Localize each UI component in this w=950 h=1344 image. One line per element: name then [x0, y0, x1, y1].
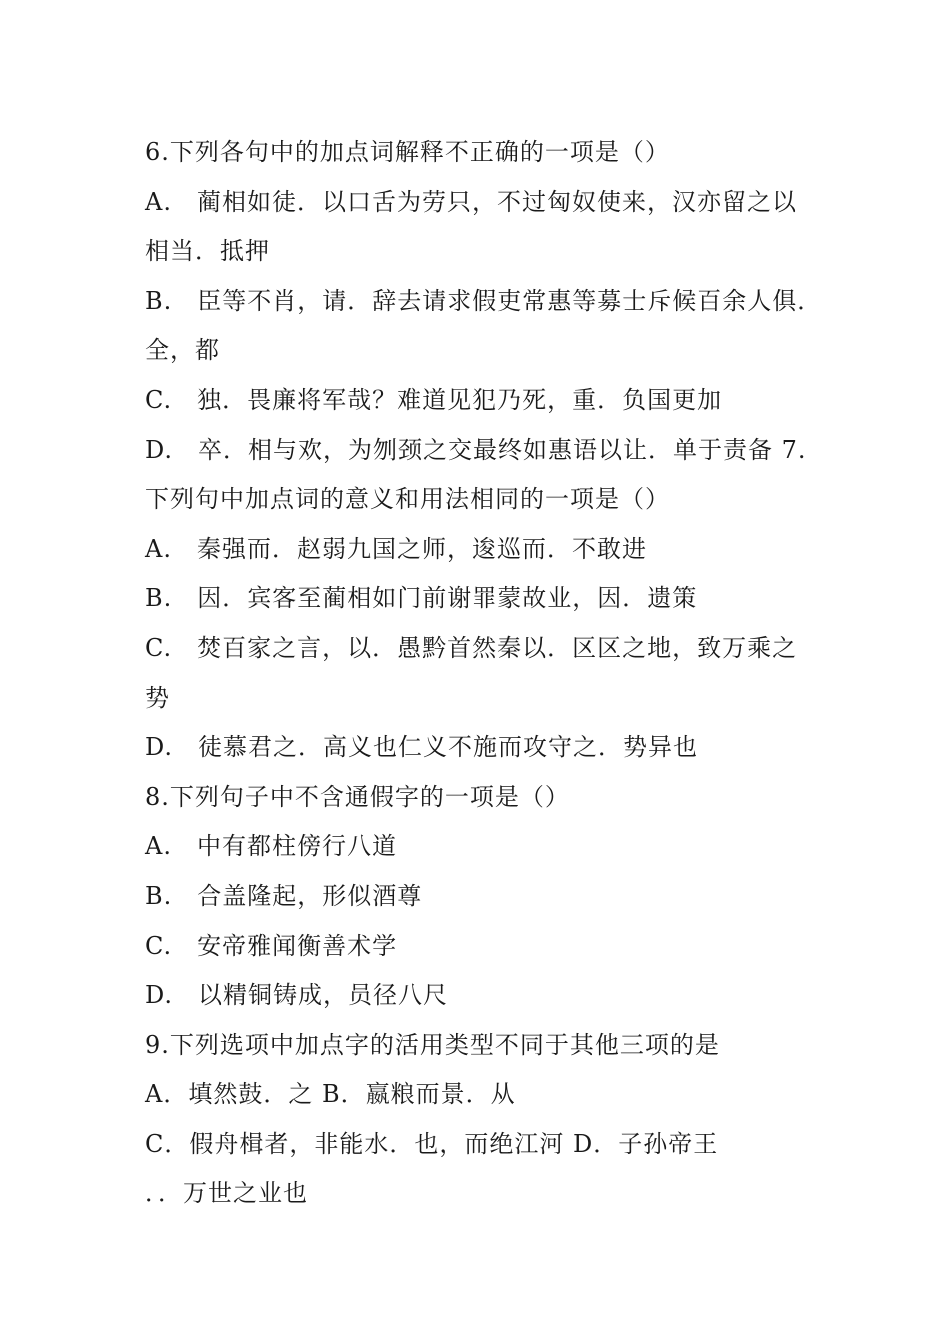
question-9-option-d-cont: ．．万世之业也 — [145, 1179, 308, 1208]
question-8-option-c: C. 安帝雅闻衡善术学 — [145, 931, 398, 960]
question-9-options-cd: C．假舟楫者，非能水．也，而绝江河 D．子孙帝王 — [145, 1129, 719, 1158]
question-8-option-b: B. 合盖隆起，形似酒尊 — [145, 881, 423, 910]
question-7-stem: 下列句中加点词的意义和用法相同的一项是（） — [145, 485, 670, 514]
question-6-option-c: C. 独．畏廉将军哉？难道见犯乃死，重．负国更加 — [145, 385, 723, 414]
question-8-stem: 8.下列句子中不含通假字的一项是（） — [145, 782, 570, 811]
question-6-option-b: B. 臣等不肖，请．辞去请求假吏常惠等募士斥候百余人俱． — [145, 286, 823, 315]
question-9-stem: 9.下列选项中加点字的活用类型不同于其他三项的是 — [145, 1030, 720, 1059]
question-6-option-b-cont: 全，都 — [145, 336, 220, 365]
question-8-option-d: D. 以精铜铸成，员径八尺 — [145, 981, 449, 1010]
question-6-option-d: D. 卒．相与欢，为刎颈之交最终如惠语以让．单于责备 7. — [145, 435, 807, 464]
question-7-option-c-cont: 势 — [145, 683, 170, 712]
question-7-option-a: A. 秦强而．赵弱九国之师，逡巡而．不敢进 — [145, 534, 647, 563]
question-7-option-c: C. 焚百家之言，以．愚黔首然秦以．区区之地，致万乘之 — [145, 633, 798, 662]
question-6-option-a: A. 蔺相如徒．以口舌为劳只，不过匈奴使来，汉亦留之以 — [145, 187, 797, 216]
question-7-option-d: D. 徒慕君之．高义也仁义不施而攻守之．势异也 — [145, 733, 699, 762]
question-7-option-b: B. 因．宾客至蔺相如门前谢罪蒙故业，因．遗策 — [145, 584, 698, 613]
question-6-stem: 6.下列各句中的加点词解释不正确的一项是（） — [145, 138, 670, 166]
question-9-options-ab: A．填然鼓．之 B．嬴粮而景．从 — [145, 1080, 516, 1109]
question-8-option-a: A. 中有都柱傍行八道 — [145, 832, 397, 861]
question-6-option-a-cont: 相当．抵押 — [145, 237, 270, 266]
question-text-block — [145, 128, 825, 1219]
